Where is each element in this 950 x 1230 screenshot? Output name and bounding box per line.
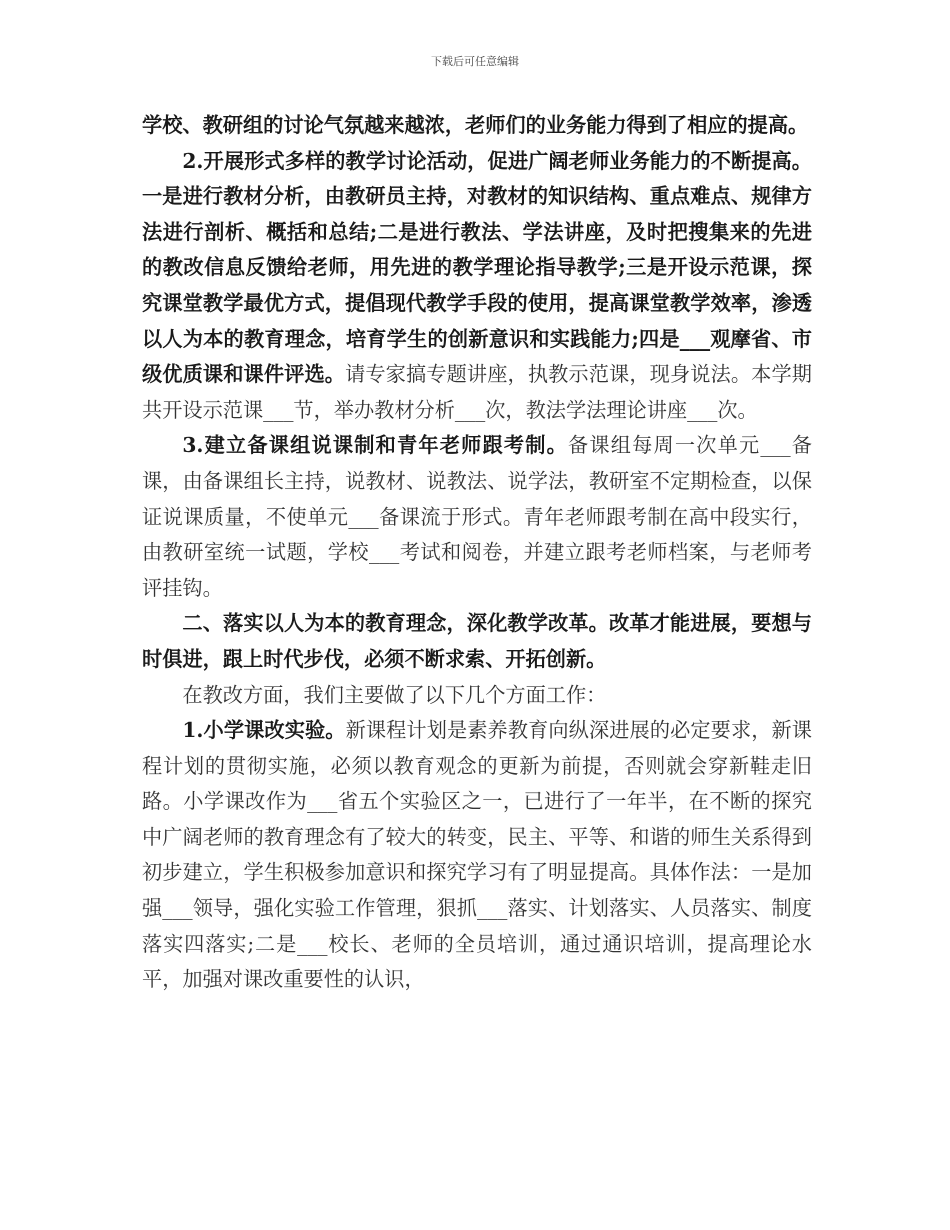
paragraph-5	[142, 678, 812, 714]
paragraph-6-bold: 1.小学课改实验。	[182, 718, 346, 743]
paragraph-5-normal: 在教改方面，我们主要做了以下几个方面工作：	[182, 682, 607, 707]
paragraph-4-bold: 二、落实以人为本的教育理念，深化教学改革。改革才能进展，要想与时俱进，跟上时代步伐，必须不断求索、开拓创新。	[142, 611, 812, 671]
paragraph-1	[142, 108, 812, 144]
page-header: 下载后可任意编辑	[431, 55, 519, 68]
paragraph-2-bold: 2.开展形式多样的教学讨论活动，促进广阔老师业务能力的不断提高。一是进行教材分析，由教研员主持，对教材的知识结构、重点难点、规律方法进行剖析、概括和总结;二是进行教法、学法讲座，及时把搜集来的先进的教改信息反馈给老师，用先进的教学理论指导教学;三是开设示范课，探究课堂教学最优方式，提倡现代教学手段的使用，提高课堂教学效率，渗透以人为本的教育理念，培育学生的创新意识和实践能力;四是___观摩省、市级优质课和课件评选。	[142, 148, 812, 387]
paragraph-3	[142, 428, 812, 606]
paragraph-6-normal: 新课程计划是素养教育向纵深进展的必定要求，新课程计划的贯彻实施，必须以教育观念的更新为前提，否则就会穿新鞋走旧路。小学课改作为___省五个实验区之一，已进行了一年半，在不断的探究中广阔老师的教育理念有了较大的转变，民主、平等、和谐的师生关系得到初步建立，学生积极参加意识和探究学习有了明显提高。具体作法：一是加强___领导，强化实验工作管理，狠抓___落实、计划落实、人员落实、制度落实四落实;二是___校长、老师的全员培训，通过通识培训，提高理论水平，加强对课改重要性的认识，	[142, 718, 812, 992]
paragraph-2-normal: 请专家搞专题讲座，执教示范课，现身说法。本学期共开设示范课___节，举办教材分析___次，教法学法理论讲座___次。	[142, 362, 812, 422]
paragraph-1-bold: 学校、教研组的讨论气氛越来越浓，老师们的业务能力得到了相应的提高。	[142, 113, 809, 137]
paragraph-2	[142, 144, 812, 429]
paragraph-4	[142, 606, 812, 677]
paragraph-3-normal: 备课组每周一次单元___备课，由备课组长主持，说教材、说教法、说学法，教研室不定期检查，以保证说课质量，不使单元___备课流于形式。青年老师跟考制在高中段实行，由教研室统一试题，学校___考试和阅卷，并建立跟考老师档案，与老师考评挂钩。	[142, 433, 812, 600]
document-body	[142, 108, 812, 998]
paragraph-6	[142, 713, 812, 998]
paragraph-3-bold: 3.建立备课组说课制和青年老师跟考制。	[182, 433, 568, 458]
